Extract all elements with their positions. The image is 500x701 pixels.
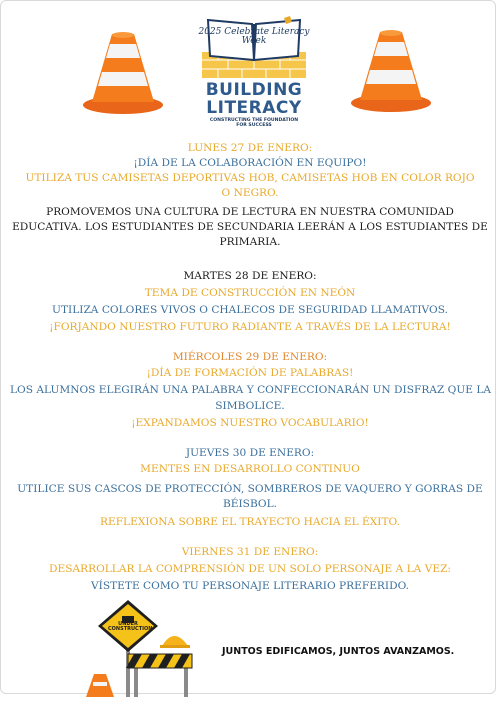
friday-day-heading: VIERNES 31 DE ENERO:	[181, 546, 319, 558]
wednesday-day-heading: MIÉRCOLES 29 DE ENERO:	[172, 351, 328, 363]
wednesday-activity-line2: SIMBOLICE.	[215, 400, 285, 412]
wednesday-theme: ¡DÍA DE FORMACIÓN DE PALABRAS!	[146, 367, 354, 379]
logo-tagline	[192, 118, 316, 128]
under-construction-sign-icon	[84, 598, 200, 701]
thursday-day-heading: JUEVES 30 DE ENERO:	[185, 447, 315, 459]
thursday-motto: REFLEXIONA SOBRE EL TRAYECTO HACIA EL ÉXITO.	[100, 516, 400, 528]
book-brick-icon	[198, 16, 310, 80]
friday-dress: VÍSTETE COMO TU PERSONAJE LITERARIO PREFERIDO.	[90, 580, 410, 592]
logo-title-literacy: LITERACY	[206, 98, 302, 118]
closing-slogan: JUNTOS EDIFICAMOS, JUNTOS AVANZAMOS.	[222, 646, 455, 657]
wednesday-motto: ¡EXPANDAMOS NUESTRO VOCABULARIO!	[131, 417, 369, 429]
tuesday-day-heading: MARTES 28 DE ENERO:	[183, 270, 317, 282]
logo-tagline-line2: FOR SUCCESS	[236, 123, 272, 128]
wednesday-activity-line1: LOS ALUMNOS ELEGIRÁN UNA PALABRA Y CONFECCIONARÁN UN DISFRAZ QUE LA	[10, 384, 492, 396]
traffic-cone-right-icon	[348, 28, 434, 118]
thursday-dress-line2: BÉISBOL.	[222, 498, 278, 510]
friday-theme: DESARROLLAR LA COMPRENSIÓN DE UN SOLO PERSONAJE A LA VEZ:	[48, 563, 452, 575]
monday-note-line1: PROMOVEMOS UNA CULTURA DE LECTURA EN NUESTRA COMUNIDAD	[46, 206, 454, 218]
monday-theme: ¡DÍA DE LA COLABORACIÓN EN EQUIPO!	[133, 157, 367, 169]
building-literacy-logo	[192, 14, 316, 128]
monday-note-line2: EDUCATIVA. LOS ESTUDIANTES DE SECUNDARIA LEERÁN A LOS ESTUDIANTES DE	[12, 221, 488, 233]
logo-celebrate-text: 2025 Celebrate Literacy Week	[198, 27, 310, 46]
monday-dress-line2: O NEGRO.	[221, 187, 279, 199]
tuesday-theme: TEMA DE CONSTRUCCIÓN EN NEÓN	[144, 287, 356, 299]
thursday-theme: MENTES EN DESARROLLO CONTINUO	[140, 463, 360, 475]
monday-day-heading: LUNES 27 DE ENERO:	[187, 142, 313, 154]
tuesday-dress: UTILIZA COLORES VIVOS O CHALECOS DE SEGURIDAD LLAMATIVOS.	[52, 304, 448, 316]
thursday-dress-line1: UTILICE SUS CASCOS DE PROTECCIÓN, SOMBREROS DE VAQUERO Y GORRAS DE	[17, 483, 483, 495]
logo-title-building: BUILDING	[205, 80, 303, 100]
tuesday-motto: ¡FORJANDO NUESTRO FUTURO RADIANTE A TRAVÉS DE LA LECTURA!	[49, 321, 451, 333]
monday-note-line3: PRIMARIA.	[219, 236, 281, 248]
monday-dress-line1: UTILIZA TUS CAMISETAS DEPORTIVAS HOB, CAMISETAS HOB EN COLOR ROJO	[25, 172, 475, 184]
sign-text: UNDER CONSTRUCTION	[108, 621, 153, 632]
traffic-cone-left-icon	[80, 30, 166, 120]
logo-tagline-line1: CONSTRUCTING THE FOUNDATION	[209, 118, 299, 123]
